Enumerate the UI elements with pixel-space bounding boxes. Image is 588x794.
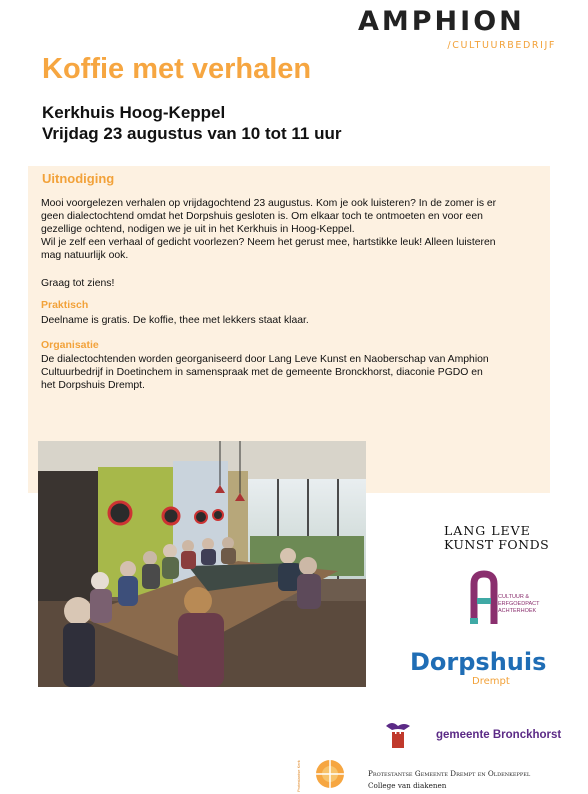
- bronckhorst-name: gemeente Bronckhorst: [436, 729, 562, 741]
- practical-text: Deelname is gratis. De koffie, thee met lekkers staat klaar.: [41, 315, 309, 326]
- dorpshuis-place: Drempt: [472, 676, 510, 687]
- organisation-heading: Organisatie: [41, 339, 99, 351]
- brand-subtitle: /CULTUURBEDRIJF: [447, 40, 556, 51]
- page-title: Koffie met verhalen: [42, 53, 312, 85]
- ce-mark-icon: [468, 570, 500, 626]
- pgdo-logo: [296, 756, 561, 794]
- gemeente-bronckhorst-logo: [382, 720, 562, 750]
- pgdo-sun-icon: [314, 758, 346, 790]
- event-datetime: Vrijdag 23 augustus van 10 tot 11 uur: [42, 124, 342, 143]
- invitation-heading: Uitnodiging: [42, 171, 115, 186]
- intro-line: gezellige ochtend, nodigen we je uit in het Kerkhuis in Hoog-Keppel.: [41, 224, 355, 235]
- ce-line2: ERFGOEDPACT: [498, 601, 540, 607]
- event-photo: [38, 441, 366, 687]
- brand-name: AMPHION: [358, 6, 525, 37]
- invitation-intro: [41, 197, 541, 262]
- practical-heading: Praktisch: [41, 299, 89, 311]
- organisation-line: De dialectochtenden worden georganiseerd door Lang Leve Kunst en Naoberschap van Amphion: [41, 354, 489, 365]
- event-location: Kerkhuis Hoog-Keppel: [42, 103, 226, 122]
- llkf-line1: LANG LEVE: [444, 523, 531, 538]
- pgdo-line1: Protestantse Gemeente Drempt en Oldenkeppel: [368, 769, 531, 778]
- closing-text: Graag tot ziens!: [41, 278, 115, 289]
- intro-line: Mooi voorgelezen verhalen op vrijdagochtend 23 augustus. Kom je ook luisteren? In de zomer is er: [41, 198, 497, 209]
- lang-leve-kunst-fonds-logo: [444, 522, 554, 552]
- intro-line: geen dialectochtend omdat het Dorpshuis gesloten is. Om elkaar toch te ontmoeten en voor een: [41, 211, 483, 222]
- organisation-line: het Dorpshuis Drempt.: [41, 380, 145, 391]
- intro-line: mag natuurlijk ook.: [41, 250, 129, 261]
- organisation-text: [41, 353, 541, 392]
- amphion-logo: [358, 6, 558, 54]
- organisation-line: Cultuurbedrijf in Doetinchem in samenspraak met de gemeente Bronckhorst, diaconie PGDO en: [41, 367, 483, 378]
- dorpshuis-drempt-logo: [410, 648, 550, 690]
- ce-line3: ACHTERHOEK: [498, 608, 537, 614]
- dorpshuis-name: Dorpshuis: [410, 648, 547, 676]
- cultuur-erfgoedpact-logo: [468, 568, 548, 628]
- intro-line: Wil je zelf een verhaal of gedicht voorlezen? Neem het gerust mee, hartstikke leuk! Alleen luisteren: [41, 237, 496, 248]
- pgdo-line2: College van diakenen: [368, 781, 447, 790]
- pgdo-vertical-text: Protestantse Kerk: [296, 760, 301, 792]
- llkf-line2: KUNST FONDS: [444, 537, 550, 552]
- ce-line1: CULTUUR &: [498, 594, 530, 600]
- group-photo-illustration: [38, 441, 366, 687]
- bronckhorst-crest-icon: [382, 720, 414, 750]
